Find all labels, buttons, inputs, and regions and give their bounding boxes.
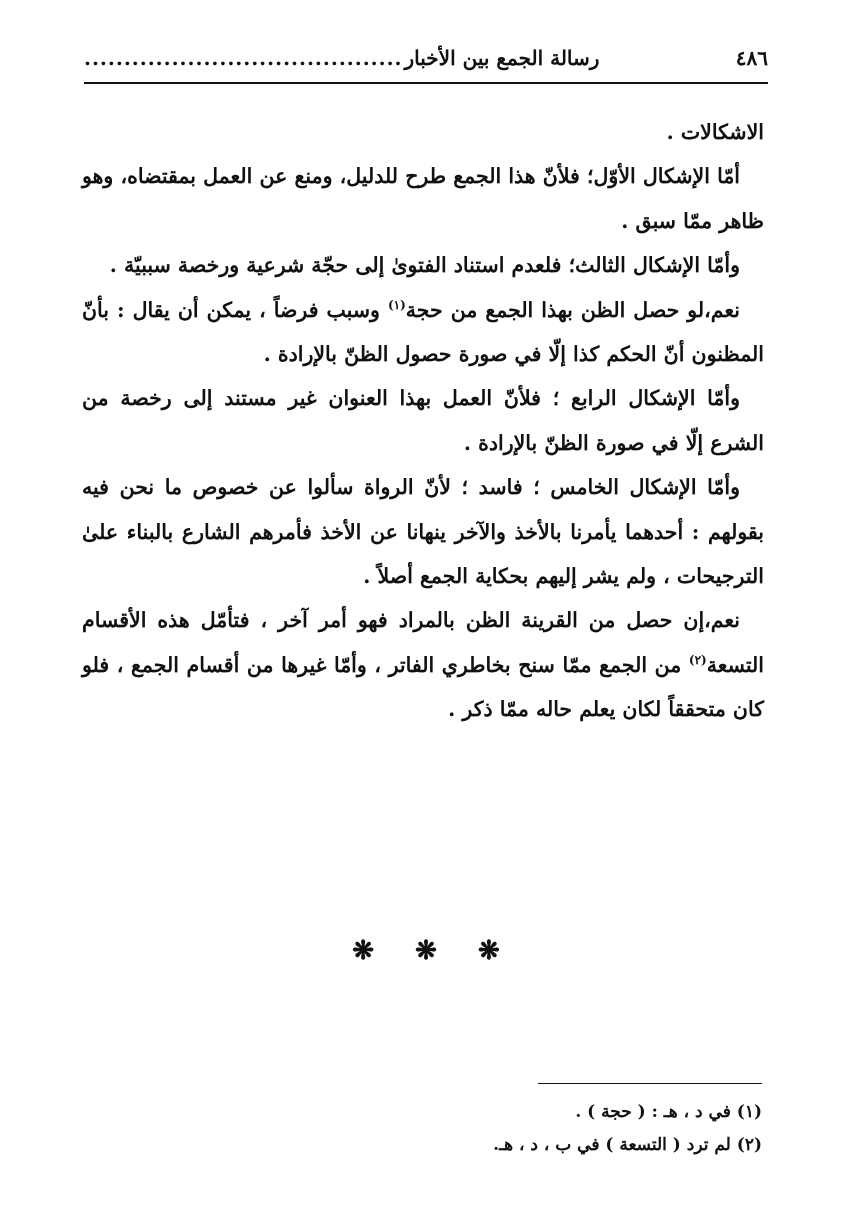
paragraph: وأمّا الإشكال الثالث؛ فلعدم استناد الفتوىٰ إلى حجّة شرعية ورخصة سببيّة . [109, 253, 740, 278]
footnote-rule [538, 1083, 762, 1084]
main-text [82, 110, 764, 732]
paragraph [82, 288, 764, 377]
paragraph [82, 598, 764, 731]
running-title [84, 46, 599, 70]
running-header [84, 40, 768, 76]
footnotes [84, 1096, 762, 1162]
paragraph-text: وسبب فرضاً ، يمكن أن يقال : بأنّ المظنون أنّ الحكم كذا إلّا في صورة حصول الظنّ بالإرادة . [82, 297, 764, 367]
paragraph-text: نعم،إن حصل من القرينة الظن بالمراد فهو أمر آخر ، فتأمّل هذه الأقسام التسعة [82, 608, 764, 677]
running-title-dots: ........................................ [84, 46, 403, 70]
paragraph: الاشكالات . [666, 120, 764, 144]
asterism-icon: ❋ [352, 936, 375, 966]
paragraph: أمّا الإشكال الأوّل؛ فلأنّ هذا الجمع طرح للدليل، ومنع عن العمل بمقتضاه، وهو ظاهر ممّا سبق . [82, 164, 764, 233]
running-title-text: رسالة الجمع بين الأخبار [404, 46, 600, 70]
paragraph: وأمّا الإشكال الرابع ؛ فلأنّ العمل بهذا العنوان غير مستند إلى رخصة من الشرع إلّا في صورة الظنّ بالإرادة . [82, 386, 764, 455]
paragraph: وأمّا الإشكال الخامس ؛ فاسد ؛ لأنّ الرواة سألوا عن خصوص ما نحن فيه بقولهم : أحدهما يأمرنا بالأخذ والآخر ينهانا عن الأخذ فأمرهم الشارع بالبناء علىٰ الترجيحات ، ولم يشر إليهم بحكاية الجمع أصلاً . [82, 475, 764, 589]
footnote-reference: (٢) [688, 653, 707, 668]
paragraph-text: من الجمع ممّا سنح بخاطري الفاتر ، وأمّا غيرها من أقسام الجمع ، فلو كان متحققاً لكان يعلم حاله ممّا ذكر . [82, 652, 764, 722]
asterism-icon: ❋ [415, 936, 437, 966]
asterism-icon: ❋ [477, 936, 500, 966]
page-number: ٤٨٦ [735, 46, 768, 70]
footnote: (٢) لم ترد ( التسعة ) في ب ، د ، هـ. [493, 1135, 762, 1155]
section-divider-ornament [0, 936, 852, 966]
footnote-reference: (١) [387, 297, 406, 312]
footnote: (١) في د ، هـ : ( حجة ) . [575, 1102, 762, 1122]
header-rule [84, 82, 768, 84]
paragraph-text: نعم،لو حصل الظن بهذا الجمع من حجة [405, 297, 740, 322]
